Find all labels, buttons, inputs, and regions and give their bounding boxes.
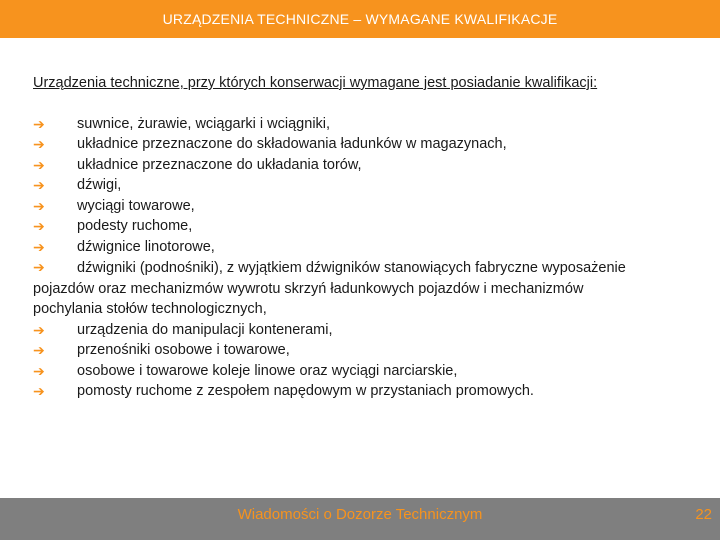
arrow-icon: ➔ (33, 177, 45, 193)
list-item (33, 175, 653, 196)
arrow-icon: ➔ (33, 342, 45, 358)
list-item (33, 134, 653, 155)
list-item-text: dźwigniki (podnośniki), z wyjątkiem dźwigników stanowiących fabryczne wyposażenie pojazdów oraz mechanizmów wywrotu skrzyń ładunkowych pojazdów i mechanizmów pochylania stołów technologicznych, (33, 260, 626, 317)
list-item-text: urządzenia do manipulacji kontenerami, (77, 321, 333, 338)
list-item-text: dźwignice linotorowe, (77, 238, 215, 255)
list-item-text: przenośniki osobowe i towarowe, (77, 342, 290, 358)
arrow-icon: ➔ (33, 259, 45, 275)
list-item (33, 361, 653, 382)
arrow-icon: ➔ (33, 218, 45, 234)
list-item (33, 196, 653, 217)
list-item (33, 257, 653, 320)
list-item (33, 155, 653, 176)
arrow-icon: ➔ (33, 321, 45, 338)
list-item-text: podesty ruchome, (77, 218, 193, 234)
list-item (33, 340, 653, 361)
list-item (33, 320, 653, 341)
arrow-icon: ➔ (33, 115, 45, 132)
slide-header (0, 0, 720, 38)
list-item-text: wyciągi towarowe, (77, 197, 195, 214)
list-item-text: dźwigi, (77, 177, 122, 193)
slide-title: URZĄDZENIA TECHNICZNE – WYMAGANE KWALIFIKACJE (162, 11, 558, 27)
slide-content (33, 73, 653, 402)
list-item-text: układnice przeznaczone do składowania ładunków w magazynach, (77, 136, 507, 152)
arrow-icon: ➔ (33, 238, 45, 255)
arrow-icon: ➔ (33, 136, 45, 152)
list-item-text: osobowe i towarowe koleje linowe oraz wyciągi narciarskie, (77, 362, 458, 379)
arrow-icon: ➔ (33, 156, 45, 173)
footer-title: Wiadomości o Dozorze Technicznym (237, 506, 483, 523)
arrow-icon: ➔ (33, 362, 45, 379)
list-item-text: układnice przeznaczone do układania torów, (77, 156, 362, 173)
intro-text: Urządzenia techniczne, przy których konserwacji wymagane jest posiadanie kwalifikacji: (33, 75, 598, 91)
list-item (33, 216, 653, 237)
list-item (33, 381, 653, 402)
slide-footer (0, 498, 720, 540)
list-item (33, 237, 653, 258)
list-item (33, 114, 653, 135)
list-item-text: pomosty ruchome z zespołem napędowym w przystaniach promowych. (77, 383, 534, 399)
arrow-icon: ➔ (33, 383, 45, 399)
arrow-icon: ➔ (33, 197, 45, 214)
list-item-text: suwnice, żurawie, wciągarki i wciągniki, (77, 115, 331, 132)
page-number: 22 (695, 506, 712, 523)
